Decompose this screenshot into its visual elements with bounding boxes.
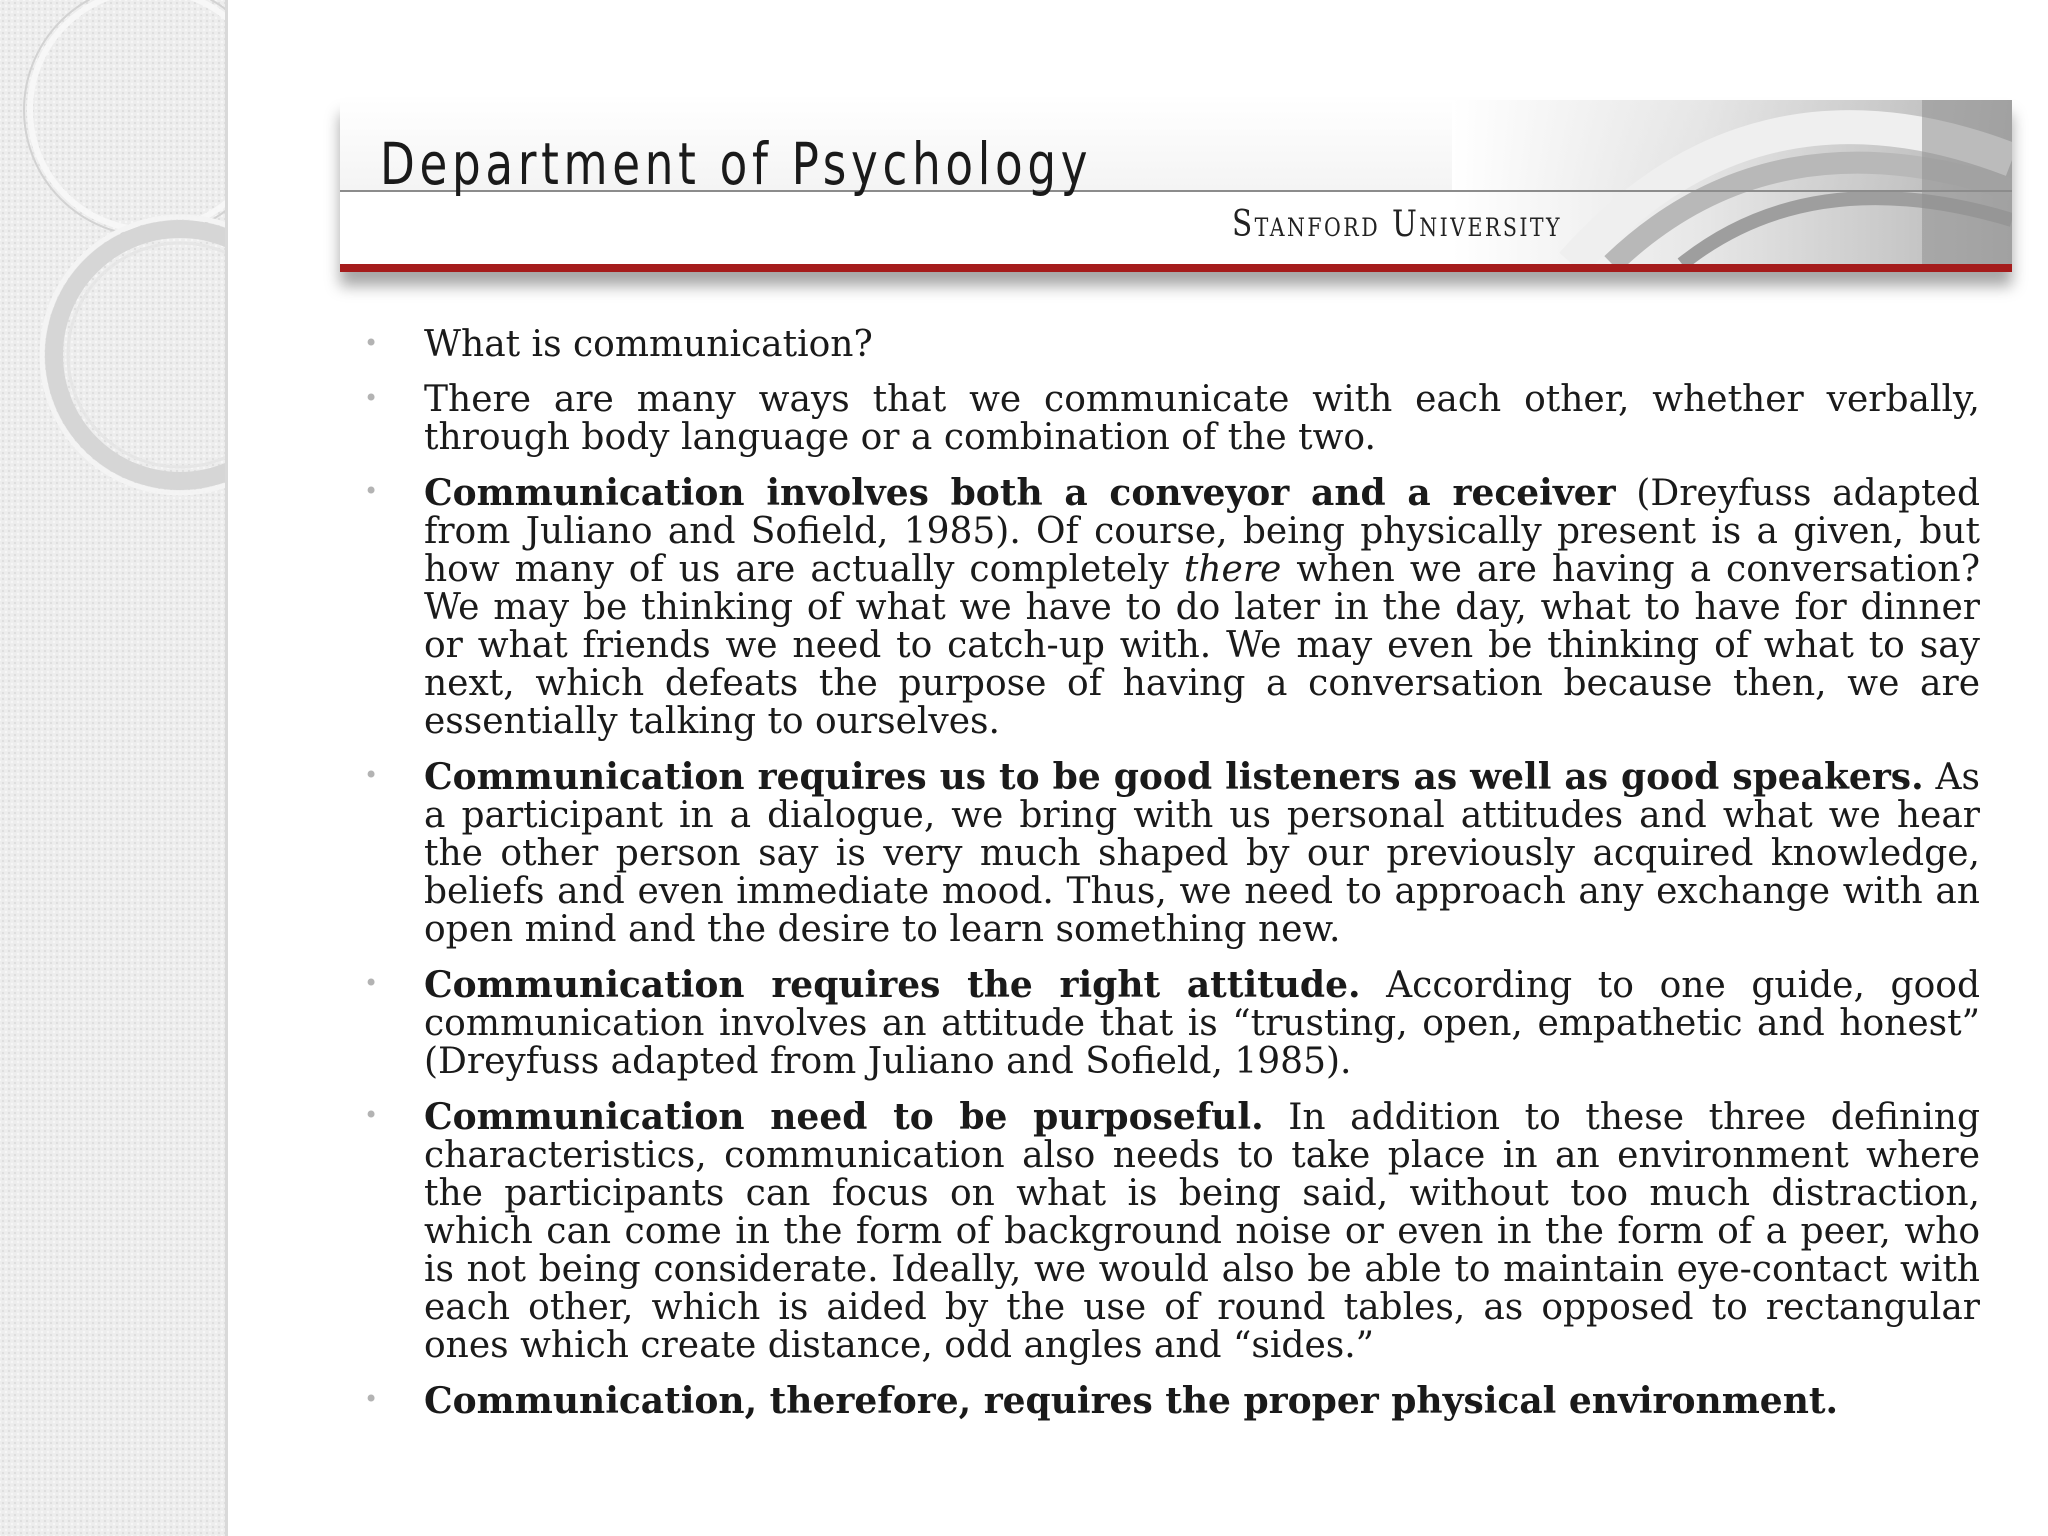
bullet-text: (Dreyfuss adapted from Juliano and Sofield, 1985). Of course, being physically present is a given, but how many of us are actually completely bbox=[424, 473, 1980, 590]
bullet-dot-icon: • bbox=[364, 477, 379, 505]
bullet-item bbox=[358, 1098, 1980, 1365]
bullet-list bbox=[358, 326, 1980, 1421]
bullet-emphasis: there bbox=[1183, 549, 1282, 590]
bullet-item bbox=[358, 381, 1980, 457]
bullet-dot-icon: • bbox=[364, 1385, 379, 1413]
header-banner bbox=[340, 100, 2012, 272]
bullet-item bbox=[358, 326, 1980, 364]
bullet-text: In addition to these three defining characteristics, communication also needs to take place in an environment where the participants can focus on what is being said, without too much distraction, which can come in the form of background noise or even in the form of a peer, who is not being considerate. Ideally, we would also be able to maintain eye-contact with each other, which is aided by the use of round tables, as opposed to rectangular ones which create distance, odd angles and “sides.” bbox=[424, 1097, 1980, 1366]
bullet-dot-icon: • bbox=[364, 329, 379, 357]
bullet-item bbox=[358, 758, 1980, 949]
decorative-circles bbox=[0, 0, 228, 1536]
bullet-text: What is communication? bbox=[424, 324, 873, 365]
bullet-lead: Communication requires the right attitude. bbox=[424, 964, 1361, 1006]
bullet-lead: Communication need to be purposeful. bbox=[424, 1096, 1264, 1138]
bullet-dot-icon: • bbox=[364, 969, 379, 997]
bullet-text: when we are having a conversation? We may be thinking of what we have to do later in the day, what to have for dinner or what friends we need to catch-up with. We may even be thinking of what to say next, which defeats the purpose of having a conversation because then, we are essentially talking to ourselves. bbox=[424, 549, 1981, 742]
bullet-dot-icon: • bbox=[364, 761, 379, 789]
slide-content bbox=[358, 326, 1980, 1438]
bullet-dot-icon: • bbox=[364, 384, 379, 412]
bullet-dot-icon: • bbox=[364, 1101, 379, 1129]
bullet-lead: Communication involves both a conveyor and a receiver bbox=[424, 472, 1616, 514]
bullet-lead: Communication requires us to be good listeners as well as good speakers. bbox=[424, 756, 1924, 798]
bullet-lead: Communication, therefore, requires the proper physical environment. bbox=[424, 1380, 1839, 1422]
department-title: Department of Psychology bbox=[380, 130, 1093, 198]
bullet-item bbox=[358, 966, 1980, 1081]
bullet-item bbox=[358, 1382, 1980, 1421]
university-title: Stanford University bbox=[1232, 204, 1563, 245]
bullet-text: There are many ways that we communicate with each other, whether verbally, through body language or a combination of the two. bbox=[424, 379, 1980, 458]
decorative-side-strip bbox=[0, 0, 228, 1536]
bullet-item bbox=[358, 474, 1980, 741]
bullet-text: According to one guide, good communication involves an attitude that is “trusting, open, empathetic and honest” (Dreyfuss adapted from Juliano and Sofield, 1985). bbox=[424, 965, 1980, 1082]
banner-red-rule bbox=[340, 264, 2012, 272]
bullet-text: As a participant in a dialogue, we bring with us personal attitudes and what we hear the other person say is very much shaped by our previously acquired knowledge, beliefs and even immediate mood. Thus, we need to approach any exchange with an open mind and the desire to learn something new. bbox=[424, 757, 1980, 950]
